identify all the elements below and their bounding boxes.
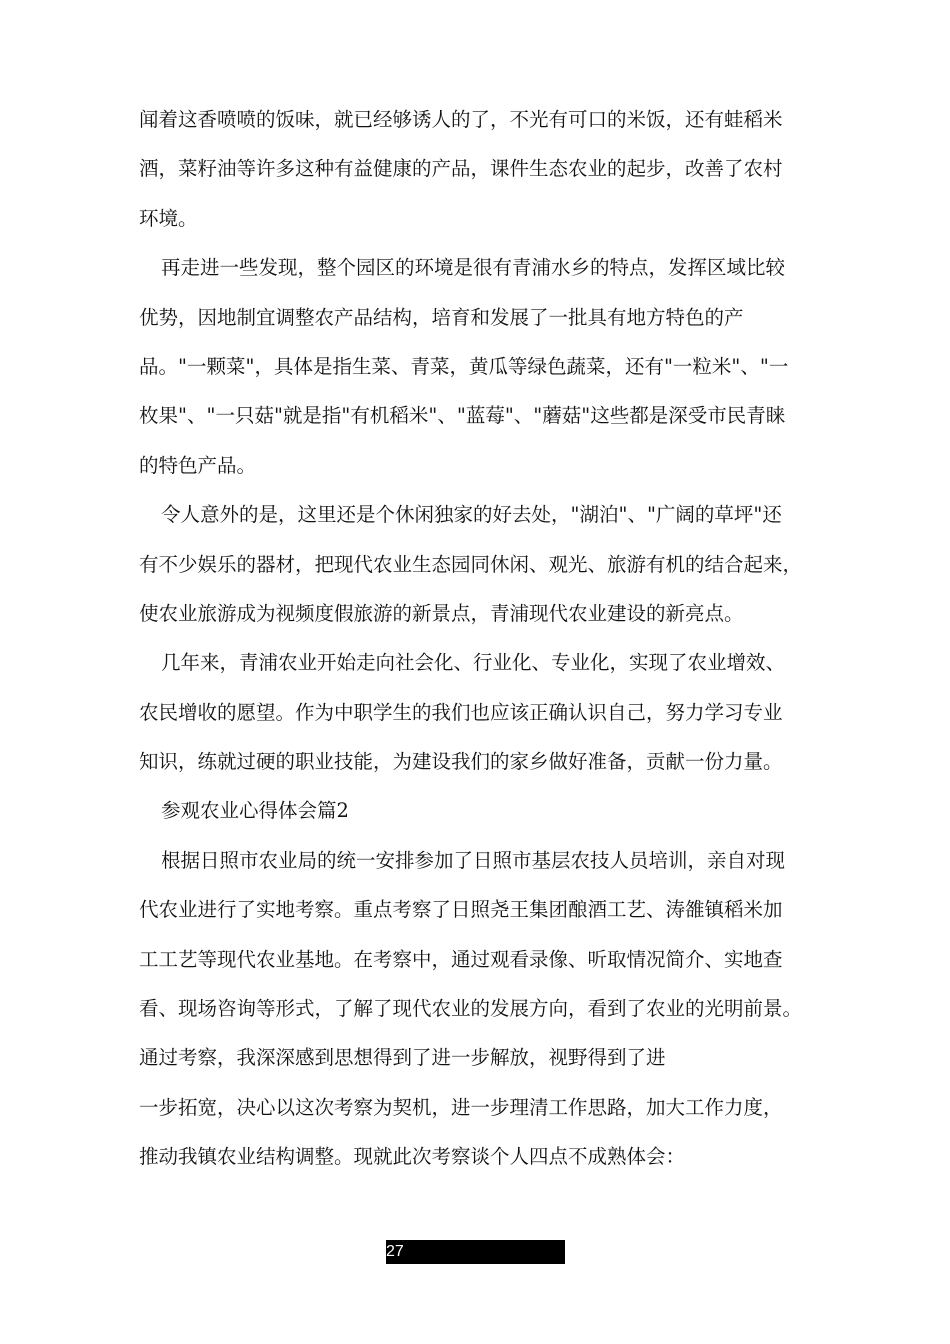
text-line: 根据日照市农业局的统一安排参加了日照市基层农技人员培训，亲自对现 xyxy=(161,848,786,872)
text-line: 看、现场咨询等形式，了解了现代农业的发展方向，看到了农业的光明前景。 xyxy=(139,997,803,1021)
text-line: 再走进一些发现，整个园区的环境是很有青浦水乡的特点，发挥区域比较 xyxy=(161,256,786,280)
page-number: 27 xyxy=(386,1240,565,1264)
text-line: 品。"一颗菜"，具体是指生菜、青菜，黄瓜等绿色蔬菜，还有"一粒米"、"一 xyxy=(139,354,789,378)
text-line: 推动我镇农业结构调整。现就此次考察谈个人四点不成熟体会： xyxy=(139,1145,686,1169)
text-line: 闻着这香喷喷的饭味，就已经够诱人的了，不光有可口的米饭，还有蛙稻米 xyxy=(139,108,783,131)
text-line: 令人意外的是，这里还是个休闲独家的好去处，"湖泊"、"广阔的草坪"还 xyxy=(161,503,782,527)
text-line: 工工艺等现代农业基地。在考察中，通过观看录像、听取情况简介、实地查 xyxy=(139,947,783,971)
text-line: 环境。 xyxy=(139,206,198,230)
text-line: 一步拓宽，决心以这次考察为契机，进一步理清工作思路，加大工作力度， xyxy=(139,1095,783,1119)
text-line: 参观农业心得体会篇2 xyxy=(161,799,349,823)
text-line: 使农业旅游成为视频度假旅游的新景点，青浦现代农业建设的新亮点。 xyxy=(139,601,744,625)
text-line: 有不少娱乐的器材，把现代农业生态园同休闲、观光、旅游有机的结合起来， xyxy=(139,552,803,576)
text-line: 枚果"、"一只菇"就是指"有机稻米"、"蓝莓"、"蘑菇"这些都是深受市民青睐 xyxy=(139,404,786,428)
text-line: 知识，练就过硬的职业技能，为建设我们的家乡做好准备，贡献一份力量。 xyxy=(139,750,783,774)
text-line: 几年来，青浦农业开始走向社会化、行业化、专业化，实现了农业增效、 xyxy=(161,651,786,675)
text-line: 农民增收的愿望。作为中职学生的我们也应该正确认识自己，努力学习专业 xyxy=(139,700,783,724)
document-body xyxy=(139,95,829,1182)
text-line: 酒，菜籽油等许多这种有益健康的产品，课件生态农业的起步，改善了农村 xyxy=(139,157,783,181)
text-line: 的特色产品。 xyxy=(139,453,257,477)
text-line: 通过考察，我深深感到思想得到了进一步解放，视野得到了进 xyxy=(139,1046,666,1070)
text-line: 优势，因地制宜调整农产品结构，培育和发展了一批具有地方特色的产 xyxy=(139,305,744,329)
text-line: 代农业进行了实地考察。重点考察了日照尧王集团酿酒工艺、涛雒镇稻米加 xyxy=(139,898,783,922)
